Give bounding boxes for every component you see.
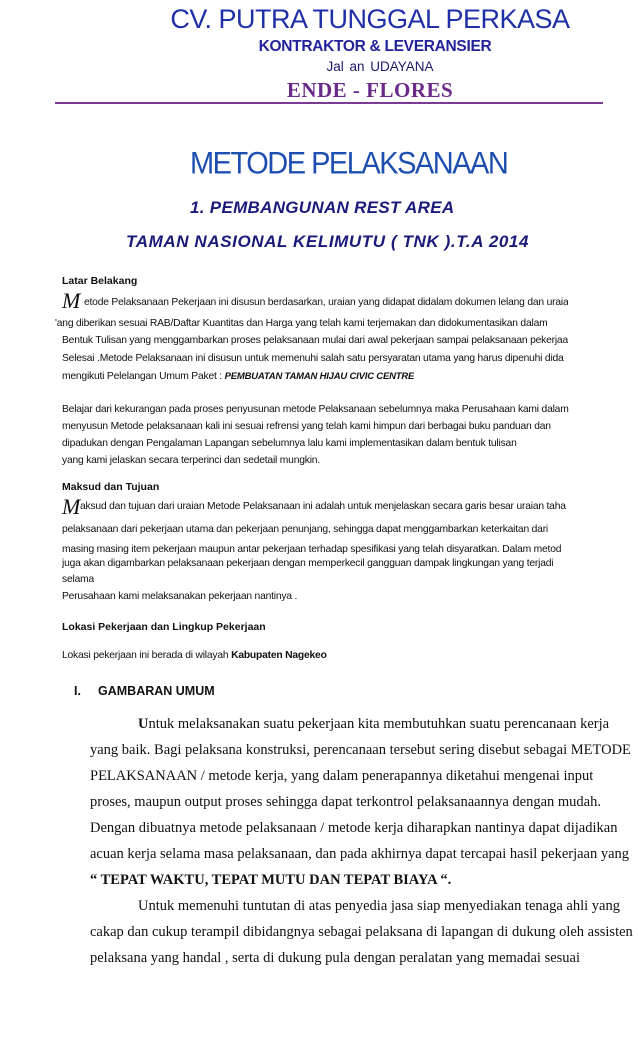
latar-line-4: Selesai .Metode Pelaksanaan ini disusun untuk memenuhi salah satu persyaratan utama yang harus dipenuhi dida <box>62 353 564 364</box>
company-street: Jal an UDAYANA <box>326 59 434 74</box>
lokasi-text: Lokasi pekerjaan ini berada di wilayah <box>62 650 232 661</box>
gambaran-p2-line-2: cakap dan cukup terampil dibidangnya sebagai pelaksana di lapangan di dukung oleh assisten <box>90 924 633 940</box>
section-heading-lokasi: Lokasi Pekerjaan dan Lingkup Pekerjaan <box>62 621 266 633</box>
company-city: ENDE - FLORES <box>286 78 454 102</box>
latar-line-3: Bentuk Tulisan yang menggambarkan proses pelaksanaan mulai dari awal pekerjaan sampai pelaksanaan pekerjaa <box>62 335 568 346</box>
project-title-line1: 1. PEMBANGUNAN REST AREA <box>190 198 455 217</box>
maksud-line-5: selama <box>62 574 94 585</box>
latar-p2-line-4: yang kami jelaskan secara terperinci dan sedetail mungkin. <box>62 455 320 466</box>
lokasi-line-1 <box>62 650 327 661</box>
section-title: GAMBARAN UMUM <box>98 684 215 698</box>
kabupaten-name: Kabupaten Nagekeo <box>231 650 327 661</box>
gambaran-p1-line-1 <box>138 716 609 733</box>
maksud-line-3: masing masing item pekerjaan maupun antar pekerjaan terhadap spesifikasi yang telah disyaratkan. Dalam metod <box>62 544 562 555</box>
latar-line-1: etode Pelaksanaan Pekerjaan ini disusun berdasarkan, uraian yang didapat didalam dokumen lelang dan uraia <box>84 297 569 308</box>
maksud-line-4: juga akan digambarkan pelaksanaan pekerjaan dengan memperkecil gangguan dampak lingkungan yang terjadi <box>62 558 554 569</box>
gambaran-p2-line-3: pelaksana yang handal , serta di dukung pula dengan peralatan yang memadai sesuai <box>90 950 581 966</box>
company-name: CV. PUTRA TUNGGAL PERKASA <box>170 4 570 34</box>
latar-p2-line-2: menyusun Metode pelaksanaan kali ini sesuai refrensi yang telah kami himpun dari berbagai buku panduan dan <box>62 421 551 432</box>
section-heading-latar-belakang: Latar Belakang <box>62 275 138 287</box>
section-number: I. <box>74 684 81 698</box>
dropcap-maksud: M <box>62 494 81 519</box>
paket-name: PEMBUATAN TAMAN HIJAU CIVIC CENTRE <box>224 371 415 382</box>
gambaran-p1-line-4: proses, maupun output proses sehingga dapat terkontrol pelaksanaannya dengan mudah. <box>90 794 601 810</box>
gambaran-p1-line-6: acuan kerja selama masa pelaksanaan, dan pada akhirnya dapat tercapai hasil pekerjaan yang <box>90 846 630 862</box>
section-heading-maksud-tujuan: Maksud dan Tujuan <box>62 481 160 493</box>
dropcap-latar: M <box>62 288 81 313</box>
gambaran-p2-line-1: Untuk memenuhi tuntutan di atas penyedia jasa siap menyediakan tenaga ahli yang <box>138 898 620 914</box>
maksud-line-2: pelaksanaan dari pekerjaan utama dan pekerjaan penunjang, sehingga dapat menggambarkan keterkaitan dari <box>62 524 549 535</box>
latar-p2-line-1: Belajar dari kekurangan pada proses penyusunan metode Pelaksanaan sebelumnya maka Perusahaan kami dalam <box>62 404 569 415</box>
gambaran-p1-line-2: yang baik. Bagi pelaksana konstruksi, perencanaan tersebut sering disebut sebagai METODE <box>90 742 631 758</box>
gambaran-p1-line-5: Dengan dibuatnya metode pelaksanaan / metode kerja diharapkan nantinya dapat dijadikan <box>90 820 618 836</box>
company-subtitle: KONTRAKTOR & LEVERANSIER <box>258 38 492 55</box>
latar-line-5-text: mengikuti Pelelangan Umum Paket : <box>62 371 222 382</box>
document-title: METODE PELAKSANAAN <box>190 146 508 182</box>
maksud-line-1: aksud dan tujuan dari uraian Metode Pelaksanaan ini adalah untuk menjelaskan secara garis besar uraian taha <box>80 501 566 512</box>
section-heading-gambaran-umum <box>74 684 215 698</box>
latar-p2-line-3: dipadukan dengan Pengalaman Lapangan sebelumnya lalu kami implementasikan dalam bentuk tulisan <box>62 438 517 449</box>
gambaran-p1-line-1-text: ntuk melaksanakan suatu pekerjaan kita membutuhkan suatu perencanaan kerja <box>148 716 610 732</box>
maksud-line-6: Perusahaan kami melaksanakan pekerjaan nantinya . <box>62 591 298 602</box>
letterhead-divider <box>55 102 603 104</box>
gambaran-p1-slogan: “ TEPAT WAKTU, TEPAT MUTU DAN TEPAT BIAYA “. <box>90 872 452 888</box>
gambaran-p1-line-3: PELAKSANAAN / metode kerja, yang dalam penerapannya diketahui mengenai input <box>90 768 594 784</box>
latar-line-2: 'ang diberikan sesuai RAB/Daftar Kuantitas dan Harga yang telah kami terjemakan dan didokumentasikan dalam <box>55 318 548 329</box>
gambaran-p1-lead: U <box>138 716 149 732</box>
project-title-line2: TAMAN NASIONAL KELIMUTU ( TNK ).T.A 2014 <box>126 232 530 251</box>
latar-line-5 <box>62 371 414 382</box>
